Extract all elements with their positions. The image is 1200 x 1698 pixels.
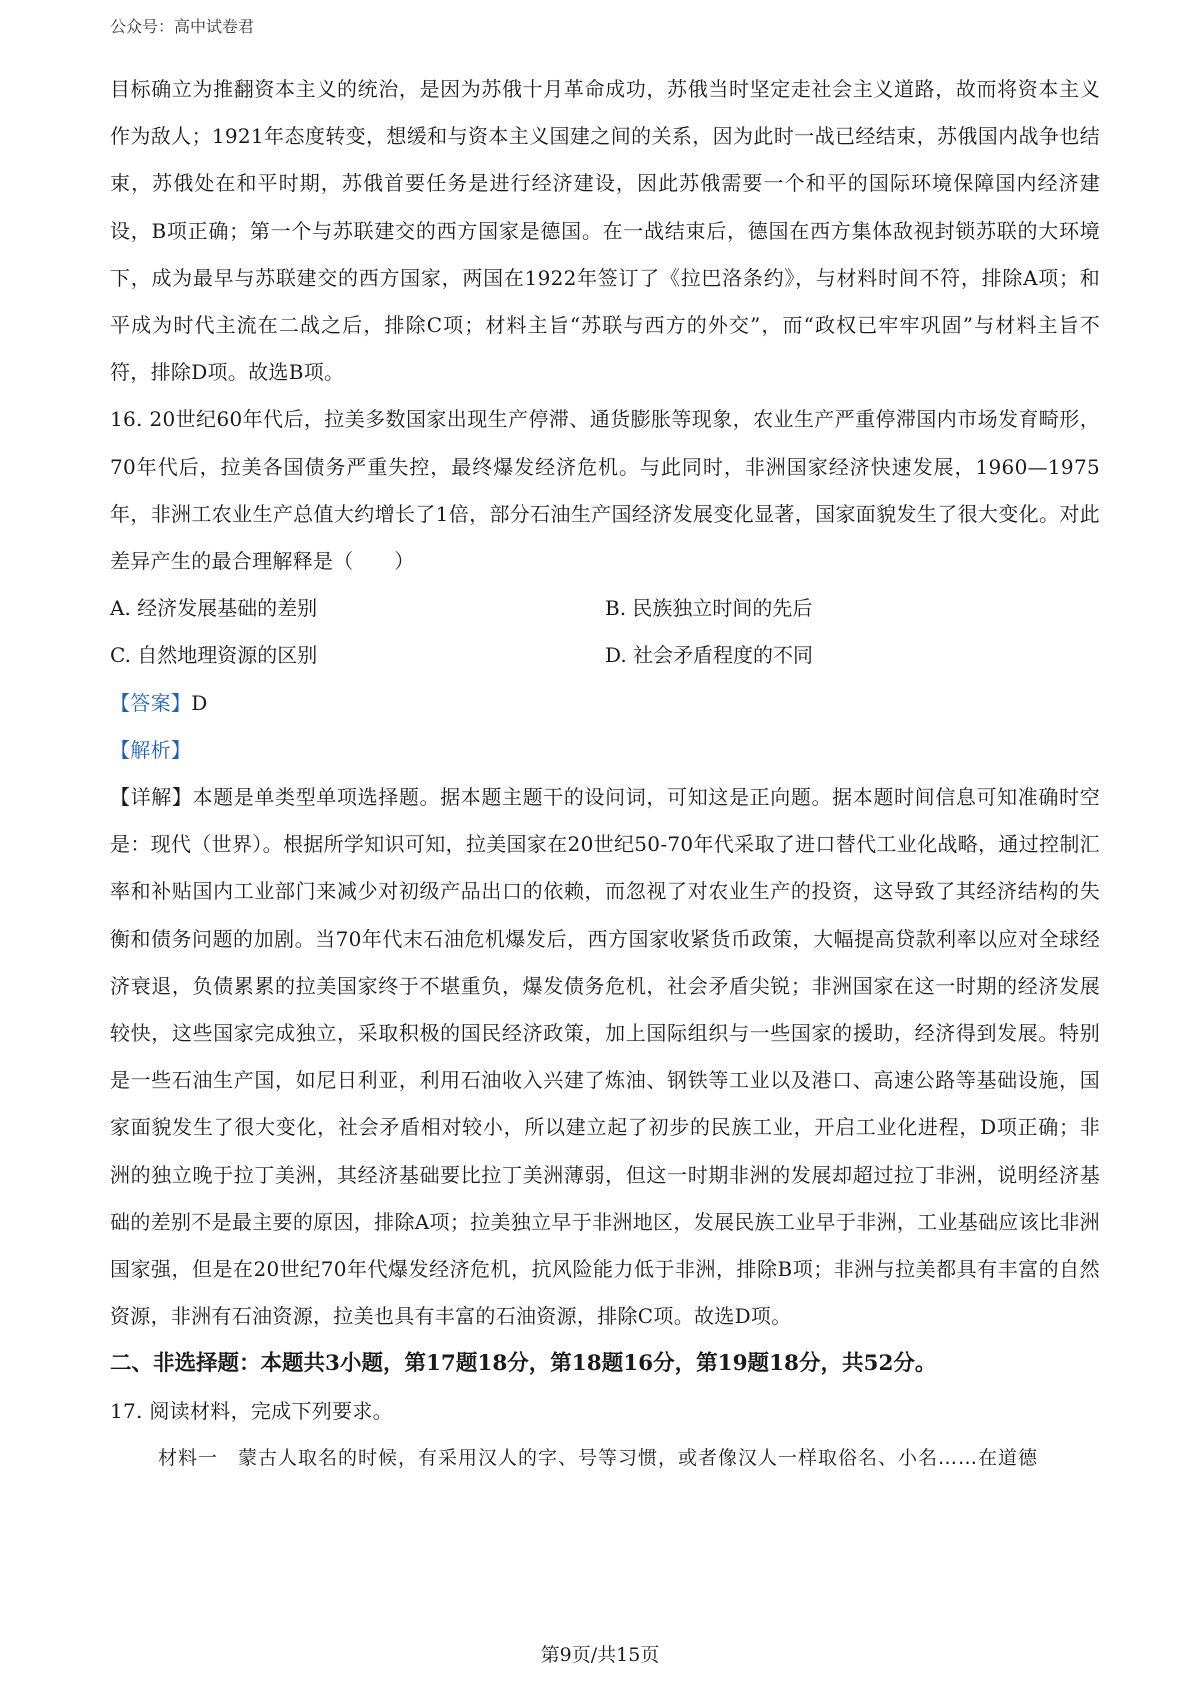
answer-tag: 【答案】	[110, 690, 192, 715]
question-17-stem: 17. 阅读材料，完成下列要求。	[110, 1398, 393, 1423]
answer-line	[110, 680, 1100, 727]
page-number-footer: 第9页/共15页	[540, 1644, 660, 1666]
option-b: B. 民族独立时间的先后	[605, 596, 813, 621]
analysis-tag: 【解析】	[110, 737, 192, 762]
header-note: 公众号：高中试卷君	[110, 17, 255, 36]
page-content	[110, 66, 1100, 1482]
option-a: A. 经济发展基础的差别	[110, 596, 318, 621]
detail-text: 本题是单类型单项选择题。据本题主题干的设问词，可知这是正向题。据本题时间信息可知准确时空是：现代（世界）。根据所学知识可知，拉美国家在20世纪50-70年代采取了进口替代工业化战略，通过控制汇率和补贴国内工业部门来减少对初级产品出口的依赖，而忽视了对农业生产的投资，这导致了其经济结构的失衡和债务问题的加剧。当70年代末石油危机爆发后，西方国家收紧货币政策，大幅提高贷款利率以应对全球经济衰退，负债累累的拉美国家终于不堪重负，爆发债务危机，社会矛盾尖锐；非洲国家在这一时期的经济发展较快，这些国家完成独立，采取积极的国民经济政策，加上国际组织与一些国家的援助，经济得到发展。特别是一些石油生产国，如尼日利亚，利用石油收入兴建了炼油、钢铁等工业以及港口、高速公路等基础设施，国家面貌发生了很大变化，社会矛盾相对较小，所以建立起了初步的民族工业，开启工业化进程，D项正确；非洲的独立晚于拉丁美洲，其经济基础要比拉丁美洲薄弱，但这一时期非洲的发展却超过拉丁非洲，说明经济基础的差别不是最主要的原因，排除A项；拉美独立早于非洲地区，发展民族工业早于非洲，工业基础应该比非洲国家强，但是在20世纪70年代爆发经济危机，抗风险能力低于非洲，排除B项；非洲与拉美都具有丰富的自然资源，非洲有石油资源，拉美也具有丰富的石油资源，排除C项。故选D项。	[110, 785, 1100, 1329]
analysis-line	[110, 727, 1100, 774]
section-2-title: 二、非选择题：本题共3小题，第17题18分，第18题16分，第19题18分，共52分。	[110, 1351, 937, 1377]
question-16-options	[110, 585, 1100, 679]
material-1-text: 材料一 蒙古人取名的时候，有采用汉人的字、号等习惯，或者像汉人一样取俗名、小名……在道德	[158, 1446, 1039, 1469]
option-d: D. 社会矛盾程度的不同	[605, 643, 814, 668]
continued-analysis-paragraph: 目标确立为推翻资本主义的统治，是因为苏俄十月革命成功，苏俄当时坚定走社会主义道路，故而将资本主义作为敌人；1921年态度转变，想缓和与资本主义国建之间的关系，因为此时一战已经结束，苏俄国内战争也结束，苏俄处在和平时期，苏俄首要任务是进行经济建设，因此苏俄需要一个和平的国际环境保障国内经济建设，B项正确；第一个与苏联建交的西方国家是德国。在一战结束后，德国在西方集体敌视封锁苏联的大环境下，成为最早与苏联建交的西方国家，两国在1922年签订了《拉巴洛条约》，与材料时间不符，排除A项；和平成为时代主流在二战之后，排除C项；材料主旨“苏联与西方的外交”，而“政权已牢牢巩固”与材料主旨不符，排除D项。故选B项。	[110, 77, 1100, 385]
detail-tag: 【详解】	[110, 785, 193, 810]
option-c: C. 自然地理资源的区别	[110, 643, 318, 668]
answer-value: D	[191, 690, 208, 715]
question-16-stem: 16. 20世纪60年代后，拉美多数国家出现生产停滞、通货膨胀等现象，农业生产严重停滞国内市场发育畸形，70年代后，拉美各国债务严重失控，最终爆发经济危机。与此同时，非洲国家经济快速发展，1960—1975年，非洲工农业生产总值大约增长了1倍，部分石油生产国经济发展变化显著，国家面貌发生了很大变化。对此差异产生的最合理解释是（ ）	[110, 407, 1100, 574]
detail-paragraph	[110, 774, 1100, 1340]
